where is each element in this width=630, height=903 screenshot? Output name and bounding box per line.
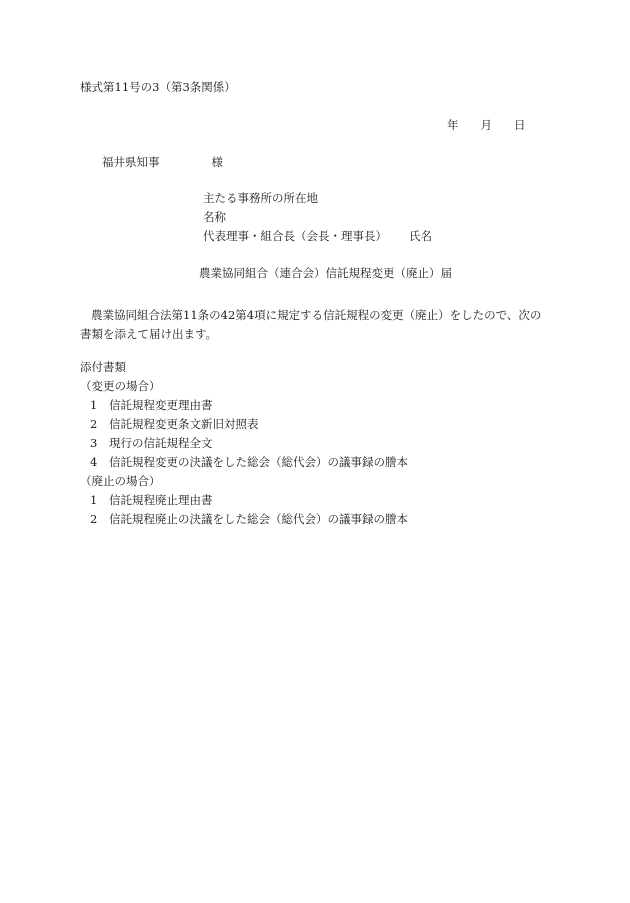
body-paragraph: 農業協同組合法第11条の42第4項に規定する信託規程の変更（廃止）をしたので、次の書類を添えて届け出ます。: [80, 308, 542, 341]
item-text: 信託規程変更条文新旧対照表: [109, 417, 259, 431]
document-title: 農業協同組合（連合会）信託規程変更（廃止）届: [199, 266, 452, 280]
item-number: 1: [90, 398, 98, 412]
addressee-honorific: 様: [211, 155, 223, 169]
group-label-change: （変更の場合）: [80, 379, 161, 393]
signature-label: 氏名: [409, 229, 432, 243]
name-label: 名称: [203, 210, 226, 224]
address-label: 主たる事務所の所在地: [203, 191, 318, 205]
representative-label: 代表理事・組合長（会長・理事長）: [203, 229, 387, 243]
item-number: 1: [90, 493, 98, 507]
date-day: 日: [514, 118, 526, 132]
form-number: 様式第11号の3（第3条関係）: [80, 80, 236, 94]
list-item: [80, 514, 408, 533]
attachments-section: [80, 362, 408, 533]
item-number: 2: [90, 417, 98, 431]
item-text: 信託規程廃止の決議をした総会（総代会）の議事録の謄本: [109, 512, 408, 526]
item-number: 3: [90, 436, 98, 450]
date-year: 年: [447, 118, 459, 132]
addressee-name: 福井県知事: [102, 155, 160, 169]
item-number: 2: [90, 512, 98, 526]
item-text: 信託規程廃止理由書: [109, 493, 213, 507]
date-month: 月: [480, 118, 492, 132]
date-line: [447, 120, 526, 132]
applicant-block: [203, 193, 432, 250]
item-text: 信託規程変更理由書: [109, 398, 213, 412]
item-text: 現行の信託規程全文: [109, 436, 213, 450]
item-number: 4: [90, 455, 98, 469]
attachments-heading: 添付書類: [80, 360, 126, 374]
addressee: [102, 157, 223, 169]
group-label-abolition: （廃止の場合）: [80, 474, 161, 488]
item-text: 信託規程変更の決議をした総会（総代会）の議事録の謄本: [109, 455, 408, 469]
representative-line: [203, 231, 432, 250]
